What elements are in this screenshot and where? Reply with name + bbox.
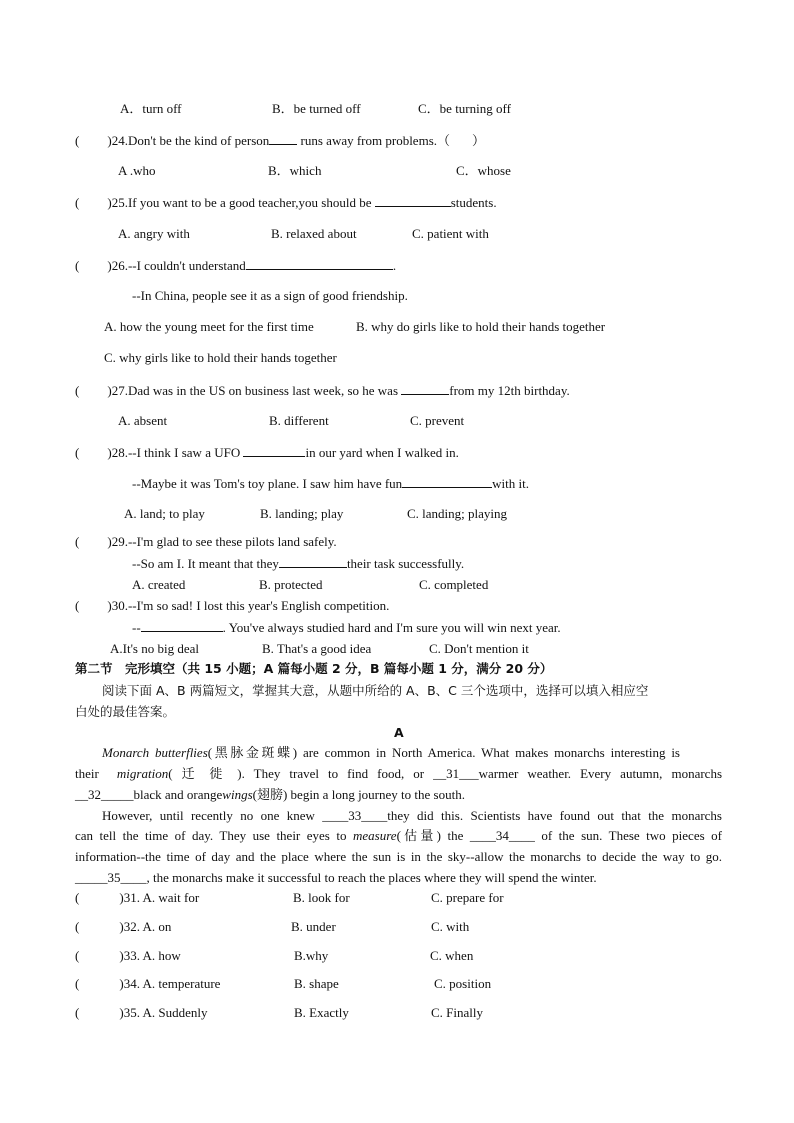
option-a: A．turn off [120, 101, 182, 116]
option-c: C. Don't mention it [429, 641, 529, 656]
passage-label: A [394, 725, 404, 740]
option-c: C. completed [419, 577, 489, 592]
question-25: ( )25.If you want to be a good teacher,you should be students. [75, 195, 497, 210]
option-c: C. landing; playing [407, 506, 508, 521]
option-a: A.It's no big deal [110, 641, 199, 656]
option-b: B. different [269, 413, 329, 428]
passage-line: However, until recently no one knew ____33____they did this. Scientists have found out that the monarchs [102, 808, 722, 823]
passage-line: Monarch butterflies(黑脉金斑蝶) are common in North America. What makes monarchs interesting is [102, 745, 680, 760]
option-a: A. angry with [118, 226, 190, 241]
option-c: C. prevent [410, 413, 465, 428]
option-c: C. position [434, 976, 492, 991]
option-a: A. how the young meet for the first time [104, 319, 314, 334]
option-c: C. with [431, 919, 470, 934]
option-c: C. patient with [412, 226, 489, 241]
question-30: ( )30.--I'm so sad! I lost this year's English competition. [75, 598, 390, 613]
option-a: A. absent [118, 413, 168, 428]
option-b: B. protected [259, 577, 323, 592]
option-b: B. under [291, 919, 336, 934]
option-c: C. Finally [431, 1005, 484, 1020]
cloze-question-35: ( )35. A. Suddenly [75, 1005, 208, 1020]
cloze-question-33: ( )33. A. how [75, 948, 181, 963]
cloze-question-32: ( )32. A. on [75, 919, 172, 934]
option-b: B. landing; play [260, 506, 344, 521]
passage-line: can tell the time of day. They use their eyes to measure(估量) the ____34____ of the sun. These two pieces of [75, 828, 722, 843]
option-b: B．which [268, 163, 322, 178]
option-b: B．be turned off [272, 101, 361, 116]
option-c: C. prepare for [431, 890, 504, 905]
dialogue-line: --So am I. It meant that they their task successfully. [132, 556, 465, 571]
option-b: B. shape [294, 976, 339, 991]
option-b: B. relaxed about [271, 226, 357, 241]
option-a: A. created [132, 577, 186, 592]
question-28: ( )28.--I think I saw a UFO in our yard when I walked in. [75, 445, 459, 460]
cloze-question-34: ( )34. A. temperature [75, 976, 221, 991]
passage-line: information--the time of day and the place where the sun is in the sky--allow the monarchs to decide the way to go. [75, 849, 722, 864]
passage-line: their migration( 迁 徙 ). They travel to find food, or __31___warmer weather. Every autumn, monarchs [75, 766, 723, 781]
option-b: B. why do girls like to hold their hands together [356, 319, 606, 334]
instructions-cont: 白处的最佳答案。 [75, 704, 176, 719]
option-a: A .who [118, 163, 156, 178]
option-b: B.why [294, 948, 329, 963]
cloze-question-31: ( )31. A. wait for [75, 890, 200, 905]
question-26: ( )26.--I couldn't understand . [75, 258, 397, 273]
dialogue-line: --Maybe it was Tom's toy plane. I saw him have fun with it. [132, 476, 530, 491]
instructions: 阅读下面 A、B 两篇短文，掌握其大意，从题中所给的 A、B、C 三个选项中，选择可以填入相应空 [102, 683, 649, 698]
option-b: B. That's a good idea [262, 641, 372, 656]
option-c: C. when [430, 948, 474, 963]
question-24: ( )24.Don't be the kind of person runs away from problems.（ ） [75, 133, 486, 148]
section-title: 第二节 完形填空（共 15 小题；A 篇每小题 2 分，B 篇每小题 1 分，满分 20 分） [75, 661, 553, 676]
option-a: A. land; to play [124, 506, 205, 521]
question-29: ( )29.--I'm glad to see these pilots land safely. [75, 534, 337, 549]
passage-line: _____35____, the monarchs make it successful to reach the places where they will spend the winter. [75, 870, 597, 885]
passage-line: __32_____black and orangewings(翅膀) begin a long journey to the south. [75, 787, 465, 802]
dialogue-line: -- . You've always studied hard and I'm sure you will win next year. [132, 620, 561, 635]
option-c: C．be turning off [418, 101, 511, 116]
option-c: C．whose [456, 163, 511, 178]
question-27: ( )27.Dad was in the US on business last week, so he was from my 12th birthday. [75, 383, 570, 398]
option-b: B. Exactly [294, 1005, 349, 1020]
option-b: B. look for [293, 890, 350, 905]
option-c: C. why girls like to hold their hands together [104, 350, 337, 365]
dialogue-line: --In China, people see it as a sign of good friendship. [132, 288, 408, 303]
